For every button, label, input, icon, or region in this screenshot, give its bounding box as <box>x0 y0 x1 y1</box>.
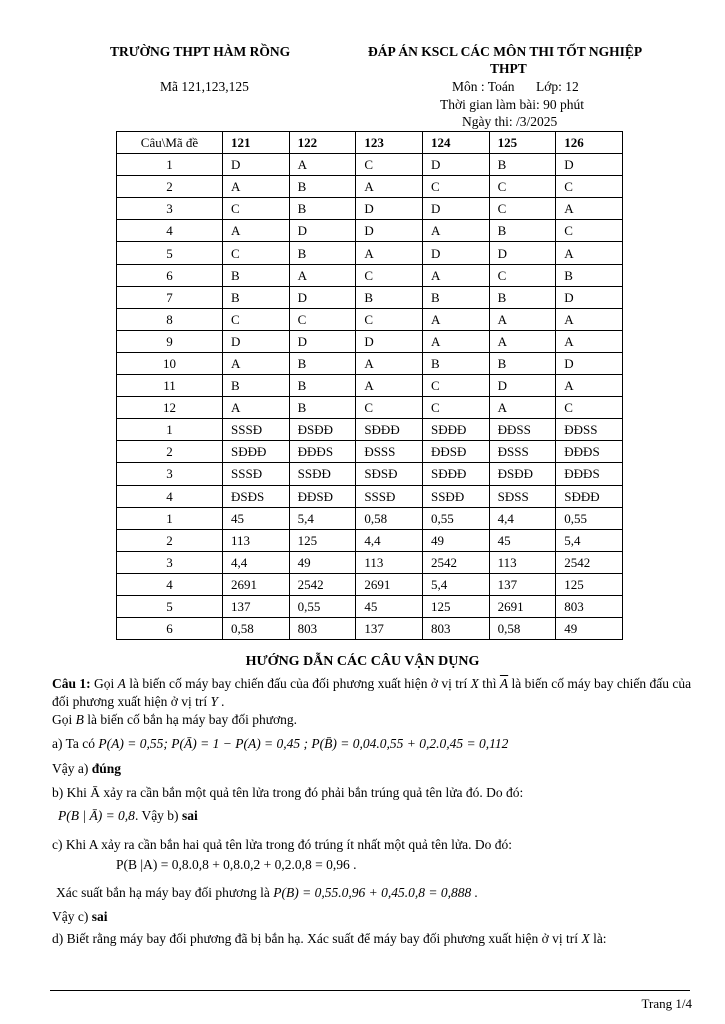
table-cell: 113 <box>223 529 290 551</box>
q1-text-d: là biến cố máy bay chiến đấu của đối phương xuất hiện ở vị trí <box>52 676 692 709</box>
table-cell: A <box>356 375 423 397</box>
table-cell: A <box>422 308 489 330</box>
table-cell: 2 <box>117 441 223 463</box>
table-cell: D <box>489 375 556 397</box>
table-cell: SĐĐĐ <box>556 485 623 507</box>
table-row <box>117 375 623 397</box>
table-cell: 4 <box>117 485 223 507</box>
table-cell: C <box>356 264 423 286</box>
doc-title-line1: ĐÁP ÁN KSCL CÁC MÔN THI TỐT NGHIỆP <box>368 44 643 59</box>
table-cell: SSSĐ <box>356 485 423 507</box>
table-cell: C <box>223 242 290 264</box>
table-cell: 5 <box>117 595 223 617</box>
question-1-intro <box>52 675 692 711</box>
part-a-conclusion <box>52 760 692 778</box>
table-cell: SĐĐĐ <box>422 419 489 441</box>
table-cell: A <box>489 308 556 330</box>
table-cell: A <box>356 242 423 264</box>
table-cell: 2691 <box>356 573 423 595</box>
table-cell: 11 <box>117 375 223 397</box>
table-cell: 45 <box>489 529 556 551</box>
duration: Thời gian làm bài: 90 phút <box>440 97 584 112</box>
table-cell: SSĐĐ <box>422 485 489 507</box>
table-header-cell: 126 <box>556 132 623 154</box>
table-cell: 0,55 <box>422 507 489 529</box>
table-cell: A <box>223 176 290 198</box>
table-cell: ĐSĐĐ <box>289 419 356 441</box>
table-cell: SĐĐĐ <box>422 463 489 485</box>
part-d-tail: là: <box>593 931 607 946</box>
table-cell: C <box>223 198 290 220</box>
table-cell: ĐĐSS <box>489 419 556 441</box>
exam-date: Ngày thi: /3/2025 <box>462 114 558 129</box>
part-b-formula-line <box>58 807 698 825</box>
table-row <box>117 308 623 330</box>
table-cell: B <box>489 286 556 308</box>
var-a: A <box>117 676 126 691</box>
table-header-cell: 123 <box>356 132 423 154</box>
table-cell: B <box>223 286 290 308</box>
table-cell: 3 <box>117 551 223 573</box>
table-row <box>117 154 623 176</box>
part-d-var: X <box>581 931 590 946</box>
q1-line2 <box>52 711 692 729</box>
table-cell: 137 <box>223 595 290 617</box>
table-row <box>117 176 623 198</box>
table-cell: B <box>489 154 556 176</box>
table-cell: 4 <box>117 220 223 242</box>
table-cell: 5,4 <box>556 529 623 551</box>
table-cell: 113 <box>356 551 423 573</box>
table-cell: D <box>422 242 489 264</box>
table-cell: SĐĐĐ <box>223 441 290 463</box>
table-cell: 0,55 <box>289 595 356 617</box>
table-cell: 125 <box>289 529 356 551</box>
table-cell: B <box>289 242 356 264</box>
table-cell: 2542 <box>422 551 489 573</box>
question-1-label: Câu 1: <box>52 676 91 691</box>
table-cell: 10 <box>117 352 223 374</box>
table-cell: B <box>422 286 489 308</box>
part-a-formula: P(A) = 0,55; P(Ā) = 1 − P(A) = 0,45 ; P(B̄) = 0,04.0,55 + 0,2.0,45 = 0,112 <box>98 736 509 751</box>
table-row <box>117 330 623 352</box>
table-cell: C <box>289 308 356 330</box>
table-cell: A <box>556 242 623 264</box>
table-cell: C <box>223 308 290 330</box>
table-cell: 7 <box>117 286 223 308</box>
table-cell: C <box>356 397 423 419</box>
table-cell: 803 <box>422 618 489 640</box>
table-header-cell: 122 <box>289 132 356 154</box>
table-cell: 5 <box>117 242 223 264</box>
table-cell: D <box>556 154 623 176</box>
table-cell: C <box>356 308 423 330</box>
table-cell: 8 <box>117 308 223 330</box>
table-cell: A <box>356 176 423 198</box>
table-cell: ĐĐSĐ <box>422 441 489 463</box>
table-cell: 803 <box>289 618 356 640</box>
table-header-row <box>117 132 623 154</box>
table-cell: D <box>223 330 290 352</box>
table-cell: 1 <box>117 507 223 529</box>
table-cell: SĐSS <box>489 485 556 507</box>
table-cell: C <box>356 154 423 176</box>
table-cell: 0,58 <box>223 618 290 640</box>
table-cell: 5,4 <box>289 507 356 529</box>
table-row <box>117 595 623 617</box>
table-cell: B <box>289 198 356 220</box>
table-cell: SĐSĐ <box>356 463 423 485</box>
table-cell: D <box>223 154 290 176</box>
table-cell: D <box>289 220 356 242</box>
table-row <box>117 507 623 529</box>
part-c-verdict: sai <box>91 909 108 924</box>
table-cell: A <box>556 375 623 397</box>
table-cell: 1 <box>117 154 223 176</box>
table-cell: SSSĐ <box>223 463 290 485</box>
q1-text-b: là biến cố máy bay chiến đấu của đối phương xuất hiện ở vị trí <box>129 676 468 691</box>
table-cell: D <box>489 242 556 264</box>
table-row <box>117 264 623 286</box>
table-cell: 5,4 <box>422 573 489 595</box>
table-cell: 125 <box>422 595 489 617</box>
table-cell: 3 <box>117 198 223 220</box>
table-cell: B <box>223 375 290 397</box>
table-cell: ĐSSS <box>356 441 423 463</box>
table-cell: 6 <box>117 618 223 640</box>
table-cell: C <box>422 176 489 198</box>
table-header-cell: 124 <box>422 132 489 154</box>
table-cell: D <box>356 220 423 242</box>
table-cell: D <box>289 286 356 308</box>
footer-divider <box>50 990 690 991</box>
table-cell: A <box>223 352 290 374</box>
q1-text-a: Gọi <box>94 676 115 691</box>
part-d <box>52 930 692 948</box>
table-cell: A <box>223 397 290 419</box>
table-cell: C <box>422 397 489 419</box>
table-cell: SSSĐ <box>223 419 290 441</box>
table-cell: 45 <box>356 595 423 617</box>
table-cell: SSĐĐ <box>289 463 356 485</box>
answer-table <box>116 131 623 640</box>
table-row <box>117 242 623 264</box>
table-cell: B <box>289 375 356 397</box>
table-cell: ĐSĐS <box>223 485 290 507</box>
table-cell: A <box>556 198 623 220</box>
table-cell: 4,4 <box>356 529 423 551</box>
table-cell: C <box>422 375 489 397</box>
table-cell: B <box>289 397 356 419</box>
table-cell: 137 <box>356 618 423 640</box>
table-cell: 803 <box>556 595 623 617</box>
table-cell: ĐĐĐS <box>556 463 623 485</box>
table-cell: C <box>489 198 556 220</box>
school-name: TRƯỜNG THPT HÀM RỒNG <box>110 44 291 59</box>
table-cell: 49 <box>289 551 356 573</box>
table-row <box>117 529 623 551</box>
table-cell: A <box>489 330 556 352</box>
table-cell: D <box>422 198 489 220</box>
table-cell: 0,58 <box>356 507 423 529</box>
table-cell: B <box>556 264 623 286</box>
table-cell: ĐĐSĐ <box>289 485 356 507</box>
table-cell: A <box>223 220 290 242</box>
table-row <box>117 397 623 419</box>
table-row <box>117 618 623 640</box>
exam-codes: Mã 121,123,125 <box>160 79 249 94</box>
table-row <box>117 220 623 242</box>
part-c-prob <box>56 884 696 902</box>
table-cell: A <box>356 352 423 374</box>
table-cell: 4,4 <box>223 551 290 573</box>
table-cell: C <box>489 176 556 198</box>
table-cell: A <box>289 154 356 176</box>
table-cell: A <box>556 330 623 352</box>
var-x: X <box>470 676 479 691</box>
table-row <box>117 441 623 463</box>
grade: Lớp: 12 <box>536 79 579 94</box>
table-cell: A <box>422 330 489 352</box>
table-cell: C <box>489 264 556 286</box>
table-cell: C <box>556 176 623 198</box>
table-cell: ĐĐSS <box>556 419 623 441</box>
q1-line2-a: Gọi <box>52 712 73 727</box>
table-header-cell: 125 <box>489 132 556 154</box>
table-cell: 4,4 <box>489 507 556 529</box>
table-row <box>117 463 623 485</box>
table-cell: 9 <box>117 330 223 352</box>
table-row <box>117 485 623 507</box>
table-cell: A <box>489 397 556 419</box>
table-cell: B <box>422 352 489 374</box>
part-b-concl-prefix: . Vậy b) <box>134 808 179 823</box>
part-b-formula: P(B | Ā) = 0,8 <box>58 808 135 823</box>
table-cell: 2 <box>117 529 223 551</box>
part-c-formula: P(B |A) = 0,8.0,8 + 0,8.0,2 + 0,2.0,8 = 0,96 . <box>116 857 357 872</box>
part-c-concl-prefix: Vậy c) <box>52 909 89 924</box>
table-cell: B <box>489 352 556 374</box>
part-a <box>52 735 692 753</box>
table-cell: 3 <box>117 463 223 485</box>
table-cell: SĐĐĐ <box>356 419 423 441</box>
table-cell: D <box>422 154 489 176</box>
table-cell: ĐĐĐS <box>556 441 623 463</box>
table-cell: A <box>556 308 623 330</box>
table-cell: 125 <box>556 573 623 595</box>
part-c-text: c) Khi A xảy ra cần bắn hai quả tên lửa trong đó trúng ít nhất một quả tên lửa. Do đó: <box>52 837 513 852</box>
table-cell: A <box>422 264 489 286</box>
table-cell: 45 <box>223 507 290 529</box>
table-cell: D <box>556 286 623 308</box>
table-cell: A <box>422 220 489 242</box>
q1-line2-b: là biến cố bắn hạ máy bay đối phương. <box>87 712 298 727</box>
table-cell: C <box>556 397 623 419</box>
table-row <box>117 551 623 573</box>
table-cell: 2691 <box>489 595 556 617</box>
table-row <box>117 286 623 308</box>
part-a-prefix: a) Ta có <box>52 736 96 751</box>
table-cell: 49 <box>556 618 623 640</box>
table-cell: ĐSĐĐ <box>489 463 556 485</box>
table-cell: 137 <box>489 573 556 595</box>
table-cell: 0,58 <box>489 618 556 640</box>
var-a-bar: $\overline{A}$ <box>499 676 509 691</box>
table-cell: ĐSSS <box>489 441 556 463</box>
table-cell: C <box>556 220 623 242</box>
table-row <box>117 419 623 441</box>
table-cell: D <box>556 352 623 374</box>
table-header-cell: 121 <box>223 132 290 154</box>
table-cell: 2 <box>117 176 223 198</box>
table-cell: 113 <box>489 551 556 573</box>
subject: Môn : Toán <box>452 79 515 94</box>
table-header-cell: Câu\Mã đề <box>117 132 223 154</box>
var-y: Y . <box>210 694 225 709</box>
table-cell: B <box>289 176 356 198</box>
table-cell: B <box>289 352 356 374</box>
table-cell: 49 <box>422 529 489 551</box>
table-cell: ĐĐĐS <box>289 441 356 463</box>
part-a-concl-prefix: Vậy a) <box>52 761 89 776</box>
table-cell: D <box>289 330 356 352</box>
part-b-verdict: sai <box>181 808 198 823</box>
part-b-text: b) Khi Ā xảy ra cần bắn một quả tên lửa trong đó phải bắn trúng quả tên lửa đó. Do đó: <box>52 785 524 800</box>
table-cell: 0,55 <box>556 507 623 529</box>
table-cell: 12 <box>117 397 223 419</box>
table-cell: D <box>356 330 423 352</box>
table-cell: D <box>356 198 423 220</box>
table-row <box>117 573 623 595</box>
part-c-prob-text: Xác suất bắn hạ máy bay đối phương là <box>56 885 270 900</box>
table-cell: B <box>489 220 556 242</box>
table-cell: 6 <box>117 264 223 286</box>
table-cell: A <box>289 264 356 286</box>
table-cell: B <box>223 264 290 286</box>
doc-title-line2: THPT <box>490 61 527 76</box>
var-b: B <box>75 712 84 727</box>
table-cell: B <box>356 286 423 308</box>
part-a-verdict: đúng <box>91 761 122 776</box>
table-cell: 2691 <box>223 573 290 595</box>
part-d-text: d) Biết rằng máy bay đối phương đã bị bắn hạ. Xác suất để máy bay đối phương xuất hiện ở vị trí <box>52 931 579 946</box>
page-number: Trang 1/4 <box>641 996 692 1011</box>
q1-text-c: thì <box>482 676 497 691</box>
table-cell: 1 <box>117 419 223 441</box>
guide-title: HƯỚNG DẪN CÁC CÂU VẬN DỤNG <box>245 654 480 669</box>
table-row <box>117 198 623 220</box>
table-cell: 4 <box>117 573 223 595</box>
part-c-prob-formula: P(B) = 0,55.0,96 + 0,45.0,8 = 0,888 . <box>273 885 478 900</box>
part-c-conclusion <box>52 908 692 926</box>
table-cell: 2542 <box>556 551 623 573</box>
table-cell: 2542 <box>289 573 356 595</box>
table-row <box>117 352 623 374</box>
